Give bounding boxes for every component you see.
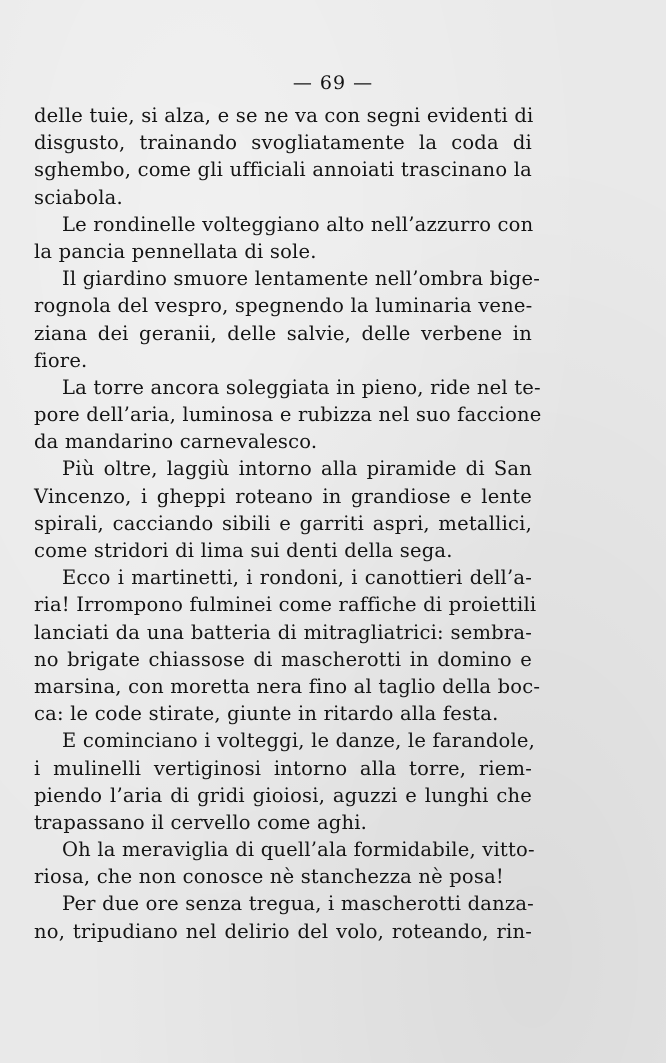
text-line: rognola del vespro, spegnendo la luminaria vene- <box>34 294 533 318</box>
text-line: ria! Irrompono fulminei come raffiche di proiettili <box>34 593 537 617</box>
text-line: da mandarino carnevalesco. <box>34 430 318 454</box>
text-line: pore dell’aria, luminosa e rubizza nel suo faccione <box>34 403 542 427</box>
text-line: ziana dei geranii, delle salvie, delle verbene in <box>34 321 532 345</box>
text-line: riosa, che non conosce nè stanchezza nè posa! <box>34 865 504 889</box>
text-line: marsina, con moretta nera fino al taglio della boc- <box>34 674 541 698</box>
text-line: Il giardino smuore lentamente nell’ombra bige- <box>62 267 540 291</box>
text-line: fiore. <box>34 348 88 372</box>
text-line: disgusto, trainando svogliatamente la coda di <box>34 131 532 155</box>
text-line: La torre ancora soleggiata in pieno, ride nel te- <box>62 375 541 399</box>
text-line: spirali, cacciando sibili e garriti aspri, metallici, <box>34 511 532 535</box>
text-line: ca: le code stirate, giunte in ritardo alla festa. <box>34 702 499 726</box>
text-line: Più oltre, laggiù intorno alla piramide di San <box>62 457 532 481</box>
page-number: — 69 — <box>292 72 374 94</box>
text-line: delle tuie, si alza, e se ne va con segni evidenti di <box>34 104 534 127</box>
text-line: Per due ore senza tregua, i mascherotti danza- <box>62 892 534 916</box>
text-line: E cominciano i volteggi, le danze, le farandole, <box>62 729 536 753</box>
text-line: trapassano il cervello come aghi. <box>34 810 368 834</box>
text-line: i mulinelli vertiginosi intorno alla torre, riem- <box>34 756 532 780</box>
text-line: la pancia pennellata di sole. <box>34 239 317 263</box>
text-line: Oh la meraviglia di quell’ala formidabile, vitto- <box>62 838 535 862</box>
text-line: Le rondinelle volteggiano alto nell’azzurro con <box>62 212 534 236</box>
text-line: no brigate chiassose di mascherotti in domino e <box>34 647 532 671</box>
text-line: lanciati da una batteria di mitragliatrici: sembra- <box>34 620 532 644</box>
text-line: come stridori di lima sui denti della sega. <box>34 539 453 562</box>
text-line: sciabola. <box>34 185 123 209</box>
text-line: sghembo, come gli ufficiali annoiati trascinano la <box>34 158 532 182</box>
text-line: no, tripudiano nel delirio del volo, roteando, rin- <box>34 919 532 943</box>
text-line: Ecco i martinetti, i rondoni, i canottieri dell’a- <box>62 566 532 590</box>
text-line: piendo l’aria di gridi gioiosi, aguzzi e lunghi che <box>34 783 532 807</box>
body-text <box>34 102 542 945</box>
text-line: Vincenzo, i gheppi roteano in grandiose e lente <box>34 484 532 508</box>
